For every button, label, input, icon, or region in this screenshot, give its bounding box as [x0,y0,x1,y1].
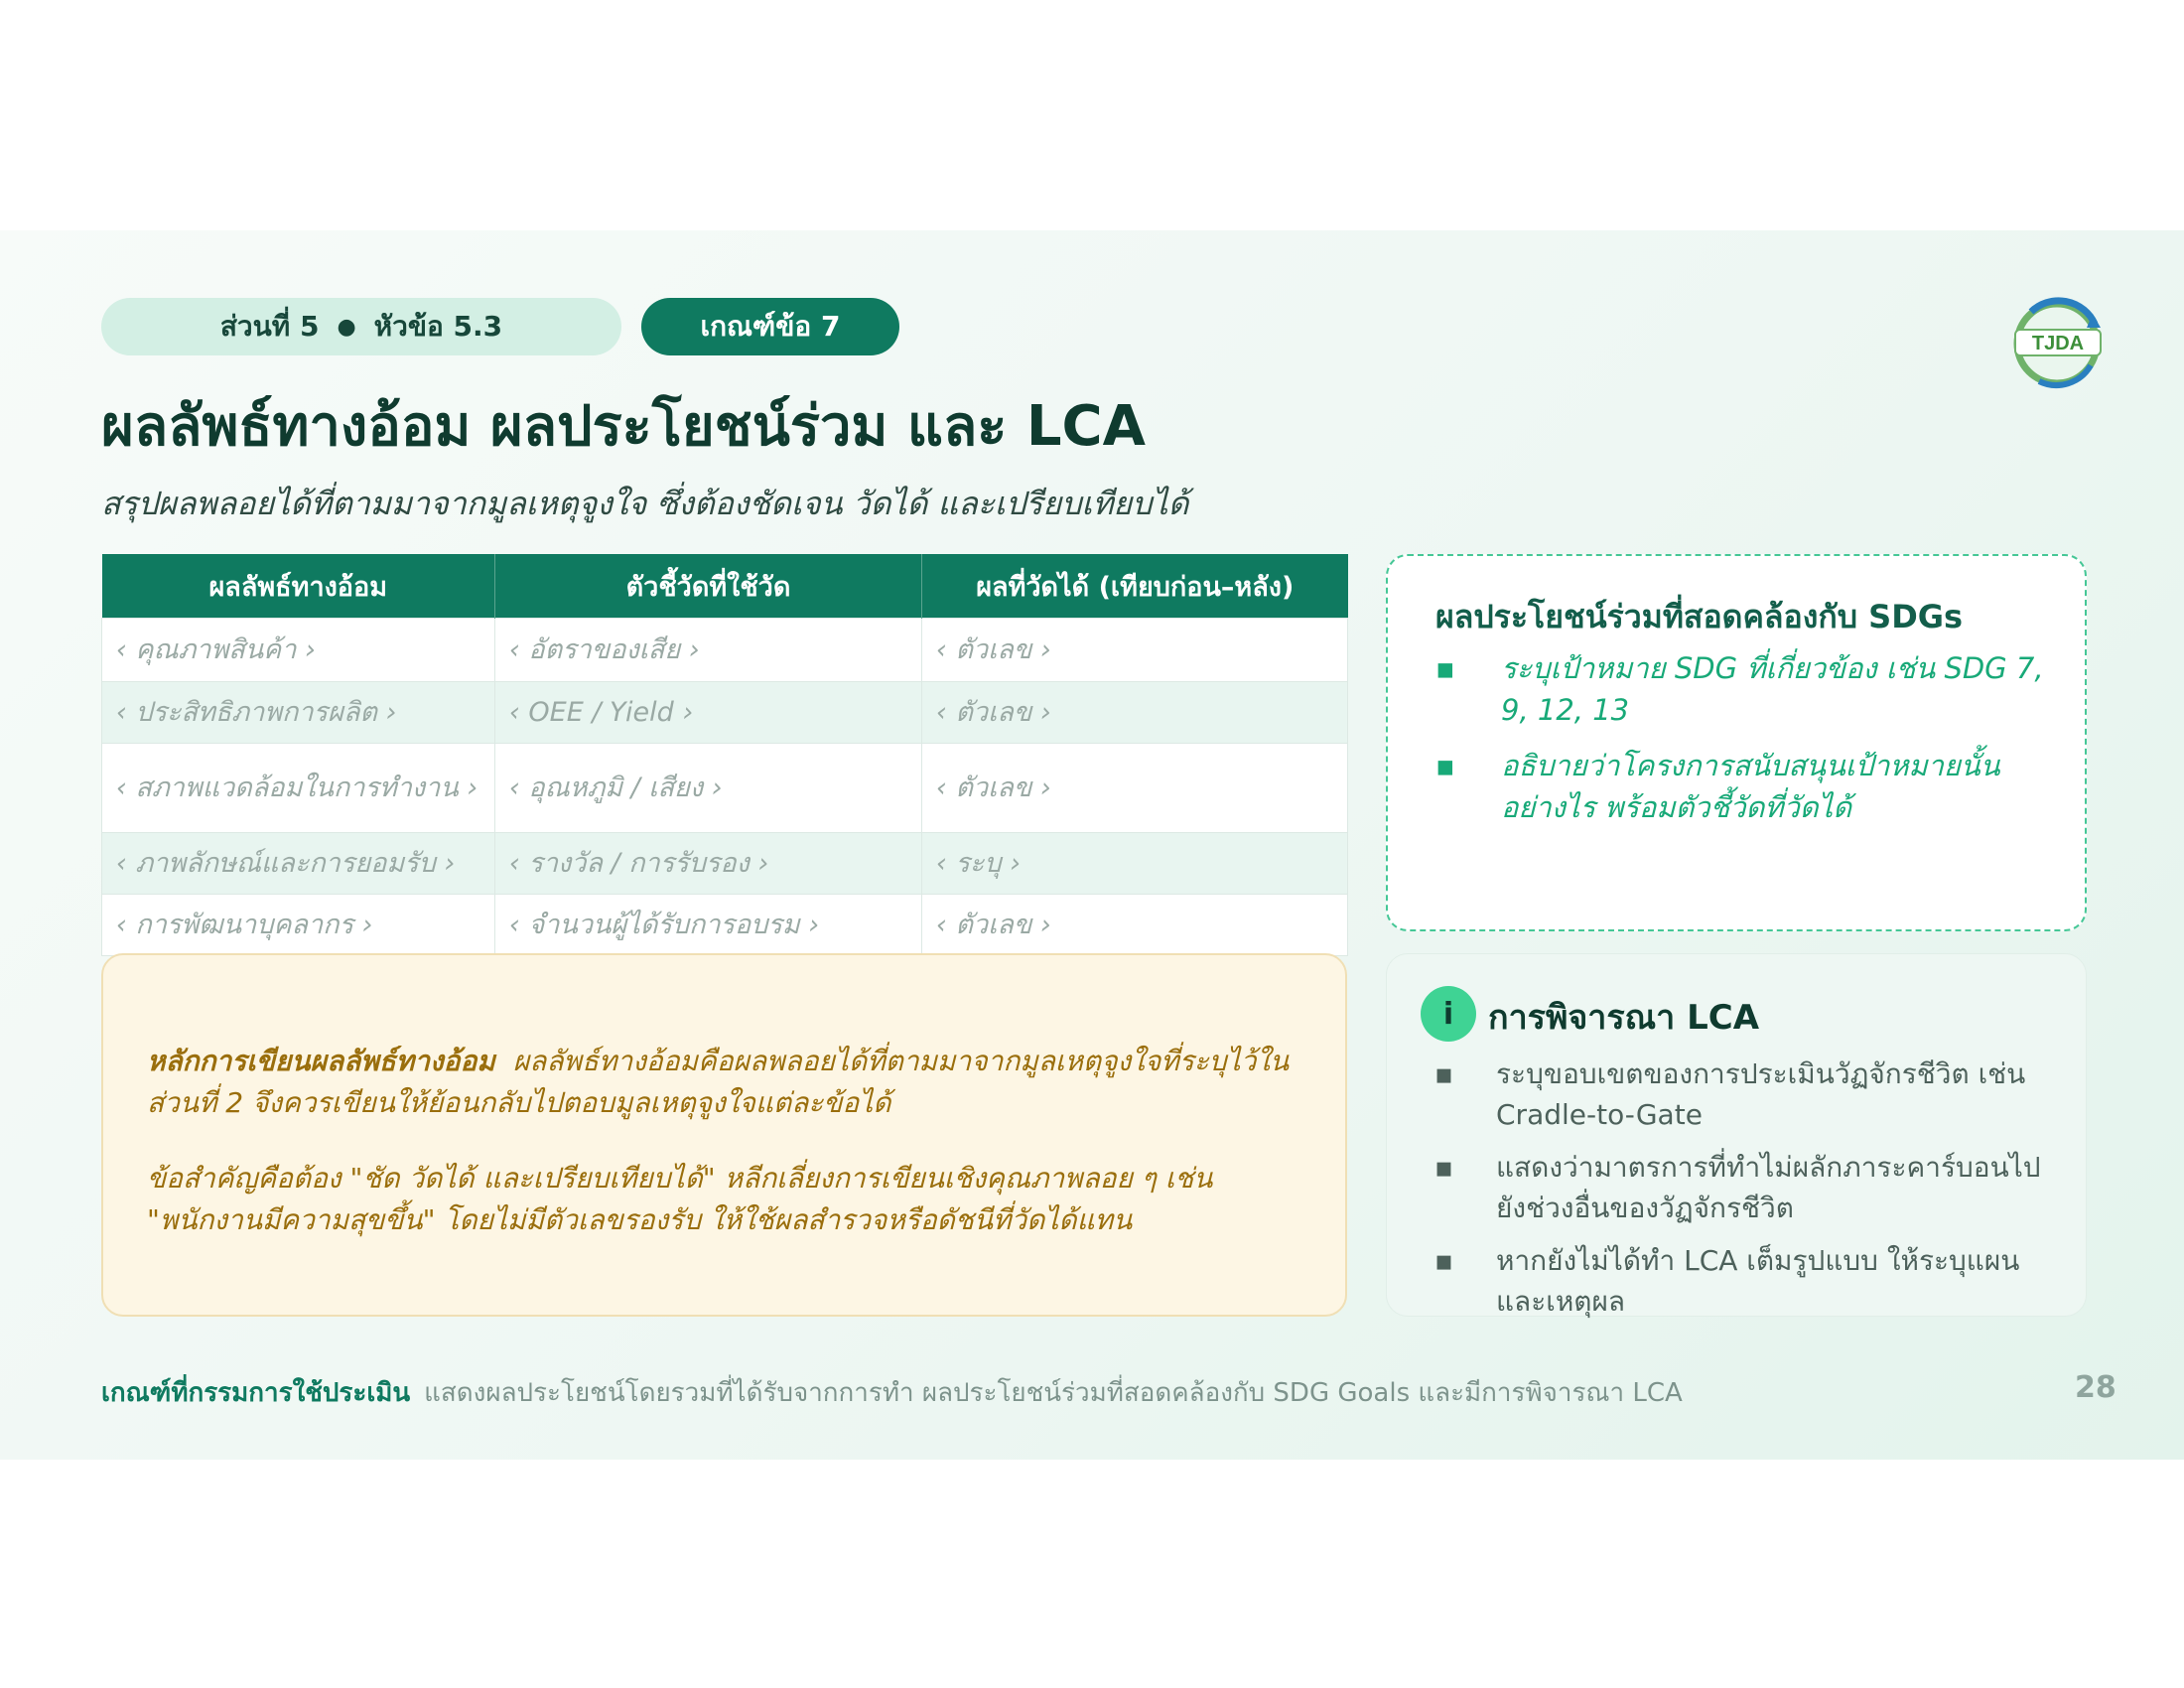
tjda-logo [2009,292,2109,391]
section-label: ส่วนที่ 5 [219,310,320,343]
table-cell: ‹ คุณภาพสินค้า › [102,619,495,682]
list-item [1434,1240,2060,1322]
table-cell: ‹ อัตราของเสีย › [495,619,922,682]
table-header-cell: ผลที่วัดได้ (เทียบก่อน–หลัง) [922,554,1348,619]
slide [0,230,2184,1460]
table-cell: ‹ รางวัล / การรับรอง › [495,833,922,895]
page-subtitle: สรุปผลพลอยได้ที่ตามมาจากมูลเหตุจูงใจ ซึ่งต้องชัดเจน วัดได้ และเปรียบเทียบได้ [101,485,1189,522]
square-bullet-icon: ▪ [1434,1244,1453,1277]
indirect-results-table [101,554,1348,956]
table-header-row [102,554,1348,619]
footer-label: เกณฑ์ที่กรรมการใช้ประเมิน [101,1378,411,1408]
list-item [1434,1147,2060,1228]
table-row [102,619,1348,682]
lca-card-title: การพิจารณา LCA [1488,998,1760,1038]
table-cell: ‹ ตัวเลข › [922,619,1348,682]
section-pill [101,298,621,355]
square-bullet-icon: ▪ [1434,1151,1453,1184]
footer-text: แสดงผลประโยชน์โดยรวมที่ได้รับจากการทำ ผลประโยชน์ร่วมที่สอดคล้องกับ SDG Goals และมีการพิจารณา LCA [424,1378,1683,1408]
lca-consideration-card [1386,953,2087,1317]
list-item [1435,745,2051,828]
lca-list [1434,1054,2060,1334]
table-row [102,744,1348,833]
svg-text:TJDA: TJDA [2031,333,2085,354]
note-paragraph [147,1041,1308,1124]
table-header-cell: ตัวชี้วัดที่ใช้วัด [495,554,922,619]
table-cell: ‹ จำนวนผู้ได้รับการอบรม › [495,895,922,956]
list-item-text: หากยังไม่ได้ทำ LCA เต็มรูปแบบ ให้ระบุแผนและเหตุผล [1496,1244,2020,1318]
table-cell: ‹ ตัวเลข › [922,895,1348,956]
list-item-text: ระบุขอบเขตของการประเมินวัฏจักรชีวิต เช่น Cradle-to-Gate [1496,1057,2026,1131]
square-bullet-icon: ▪ [1435,651,1455,685]
table-cell: ‹ ระบุ › [922,833,1348,895]
writing-guideline-note [101,953,1347,1317]
bullet-dot-icon: ● [337,314,356,340]
square-bullet-icon: ▪ [1434,1057,1453,1090]
square-bullet-icon: ▪ [1435,749,1455,782]
page-title: ผลลัพธ์ทางอ้อม ผลประโยชน์ร่วม และ LCA [101,394,1146,459]
table-header-cell: ผลลัพธ์ทางอ้อม [102,554,495,619]
table-cell: ‹ อุณหภูมิ / เสียง › [495,744,922,833]
list-item-text: ระบุเป้าหมาย SDG ที่เกี่ยวข้อง เช่น SDG 7, 9, 12, 13 [1501,651,2044,727]
table-row [102,833,1348,895]
note-lead: หลักการเขียนผลลัพธ์ทางอ้อม [147,1045,495,1077]
sdg-list [1435,647,2051,842]
criterion-pill [641,298,899,355]
note-paragraph: ข้อสำคัญคือต้อง "ชัด วัดได้ และเปรียบเทียบได้" หลีกเลี่ยงการเขียนเชิงคุณภาพลอย ๆ เช่น "พนักงานมีความสุขขึ้น" โดยไม่มีตัวเลขรองรับ ให้ใช้ผลสำรวจหรือดัชนีที่วัดได้แทน [147,1162,1213,1236]
topic-label: หัวข้อ 5.3 [373,310,503,343]
table-cell: ‹ ภาพลักษณ์และการยอมรับ › [102,833,495,895]
table-cell: ‹ ประสิทธิภาพการผลิต › [102,682,495,744]
table-row [102,895,1348,956]
table-row [102,682,1348,744]
table-cell: ‹ การพัฒนาบุคลากร › [102,895,495,956]
info-icon: i [1421,986,1476,1042]
criterion-label: เกณฑ์ข้อ 7 [700,310,841,343]
sdg-card-title: ผลประโยชน์ร่วมที่สอดคล้องกับ SDGs [1435,598,1964,635]
list-item-text: อธิบายว่าโครงการสนับสนุนเป้าหมายนั้นอย่างไร พร้อมตัวชี้วัดที่วัดได้ [1501,749,2000,824]
list-item [1435,647,2051,731]
table-cell: ‹ OEE / Yield › [495,682,922,744]
sdg-co-benefits-card [1386,554,2087,931]
table-cell: ‹ ตัวเลข › [922,682,1348,744]
table-cell: ‹ ตัวเลข › [922,744,1348,833]
list-item [1434,1054,2060,1135]
list-item-text: แสดงว่ามาตรการที่ทำไม่ผลักภาระคาร์บอนไปยังช่วงอื่นของวัฏจักรชีวิต [1496,1151,2041,1224]
footer [101,1372,1683,1413]
note-text: ผลลัพธ์ทางอ้อมคือผลพลอยได้ที่ตามมาจากมูลเหตุจูงใจที่ระบุไว้ในส่วนที่ 2 จึงควรเขียนให้ย้อนกลับไปตอบมูลเหตุจูงใจแต่ละข้อได้ [147,1045,1290,1119]
table-cell: ‹ สภาพแวดล้อมในการทำงาน › [102,744,495,833]
page-number: 28 [2075,1370,2116,1405]
